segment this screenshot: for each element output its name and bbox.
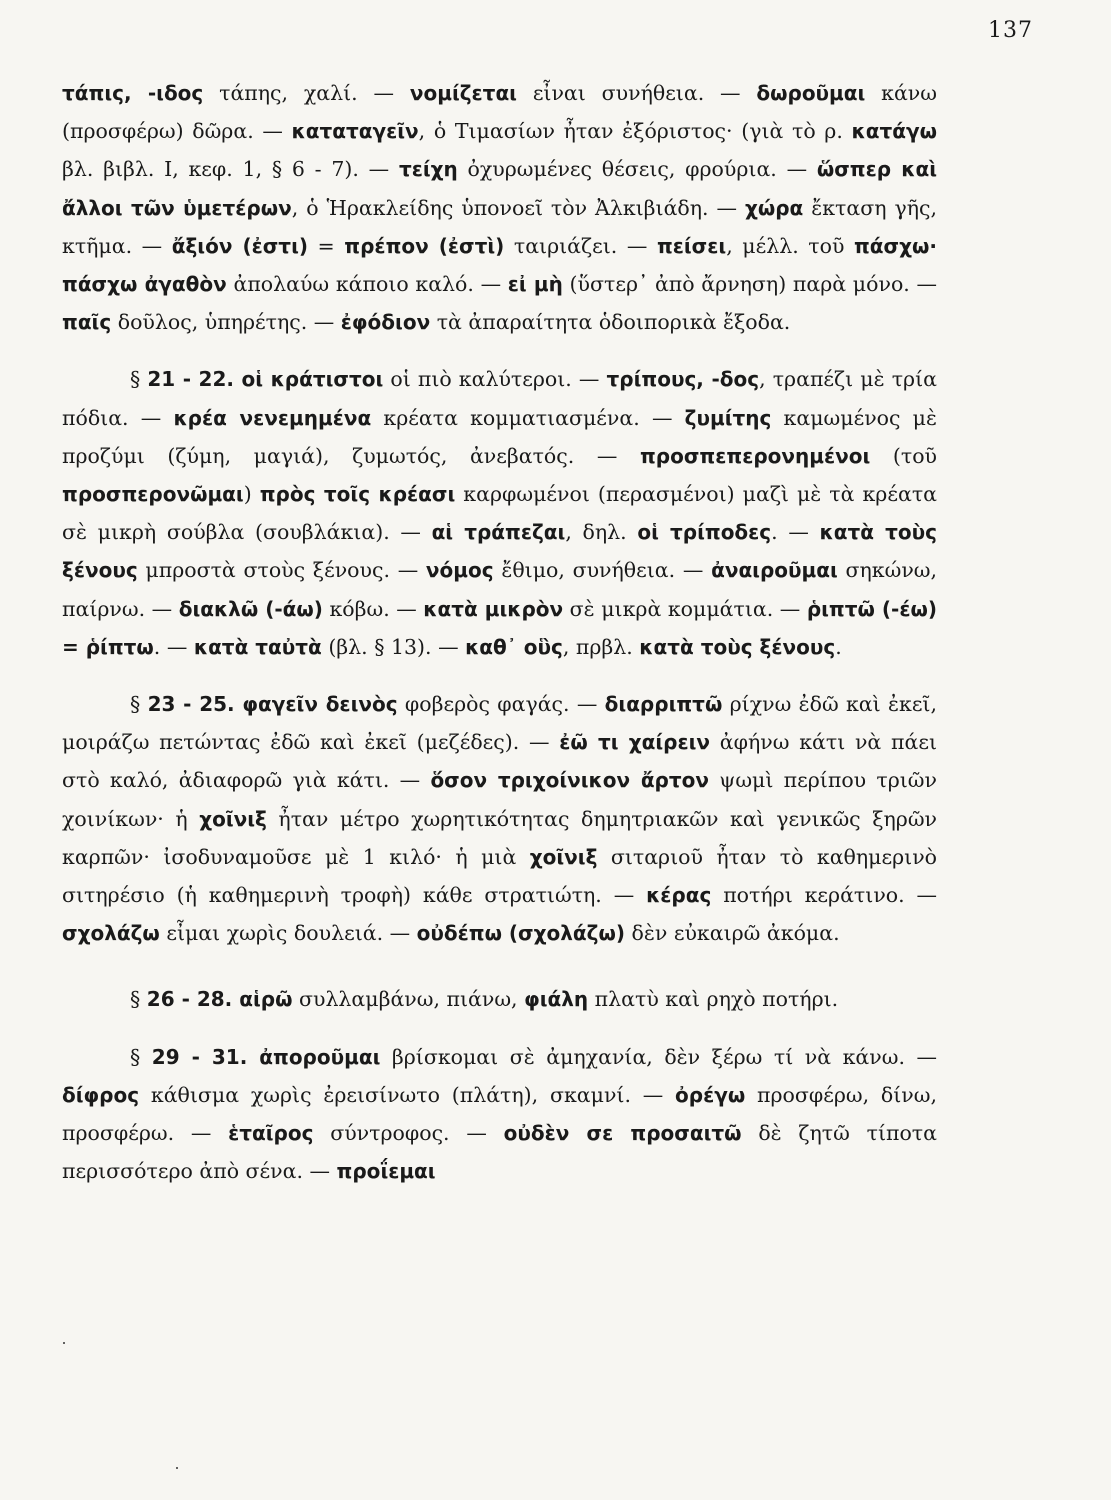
print-speck <box>63 1342 65 1344</box>
headword: πρέπον (ἐστὶ) <box>344 233 505 258</box>
definition-text: ρίχνω ἐδῶ καὶ ἐκεῖ, μοιράζω πετώντας ἐδῶ καὶ ἐκεῖ (μεζέδες). — <box>62 692 937 755</box>
headword: οἱ τρίποδες <box>637 520 772 545</box>
headword: κατὰ τοὺς ξένους <box>639 634 836 659</box>
headword: ῥιπτῶ (-έω) = ῥίπτω <box>62 596 937 659</box>
definition-text: οἱ πιὸ καλύτεροι. — <box>383 367 607 392</box>
definition-text: δοῦλος, ὑπηρέτης. — <box>111 310 341 335</box>
definition-text: δὲ ζητῶ τίποτα περισσότερο ἀπὸ σένα. — <box>62 1121 937 1184</box>
definition-text: κόβω. — <box>322 596 424 621</box>
definition-text: σὲ μικρὰ κομμάτια. — <box>563 596 807 621</box>
definition-text: τάπης, χαλί. — <box>203 81 410 105</box>
definition-text: κρέατα κομματιασμένα. — <box>371 405 685 430</box>
definition-text: , ὁ Ἡρακλείδης ὑπονοεῖ τὸν Ἀλκιβιάδη. — <box>291 195 745 220</box>
definition-text: εἶμαι χωρὶς δουλειά. — <box>159 921 417 946</box>
headword: καθ᾽ οὓς <box>465 634 563 659</box>
glossary-text <box>62 74 937 1190</box>
headword: πρὸς τοῖς κρέασι <box>259 482 456 507</box>
definition-text: ) <box>243 482 260 507</box>
headword: νόμος <box>425 558 494 583</box>
headword: ζυμίτης <box>684 405 772 430</box>
headword: δίφρος <box>62 1082 140 1107</box>
headword: παῖς <box>62 310 112 335</box>
definition-text: πλατὺ καὶ ρηχὸ ποτήρι. <box>588 987 839 1012</box>
definition-text: § <box>130 692 148 717</box>
page-number: 137 <box>988 18 1033 43</box>
definition-text: . — <box>153 634 194 659</box>
definition-text: προσφέρω, δίνω, προσφέρω. — <box>62 1082 937 1146</box>
headword: 29 - 31. ἀποροῦμαι <box>151 1044 381 1069</box>
headword: αἱ τράπεζαι <box>431 520 566 545</box>
definition-text: . <box>835 634 842 659</box>
headword: ἀναιροῦμαι <box>711 558 838 583</box>
definition-text: εἶναι συνήθεια. — <box>516 81 757 105</box>
definition-text: σηκώνω, παίρνω. — <box>62 558 938 621</box>
definition-text: ἀφήνω κάτι νὰ πάει στὸ καλό, ἀδιαφορῶ γιὰ κάτι. — <box>62 730 937 793</box>
definition-text: (βλ. § 13). — <box>321 634 466 659</box>
headword: πάσχω· πάσχω ἀγαθὸν <box>62 233 937 297</box>
headword: 26 - 28. αἱρῶ <box>146 987 293 1012</box>
definition-text: καρφωμένοι (περασμένοι) μαζὶ μὲ τὰ κρέατα σὲ μικρὴ σούβλα (σουβλάκια). — <box>62 482 938 545</box>
definition-text: ὀχυρωμένες θέσεις, φρούρια. — <box>457 157 817 182</box>
definition-text: ἀπολαύω κάποιο καλό. — <box>226 272 508 297</box>
definition-text: κάθισμα χωρὶς ἐρεισίνωτο (πλάτη), σκαμνί. — <box>139 1082 676 1107</box>
definition-text: , τραπέζι μὲ τρία πόδια. — <box>62 367 937 430</box>
definition-text: , μέλλ. τοῦ <box>726 233 854 258</box>
headword: ὀρέγω <box>675 1082 746 1107</box>
definition-text: , πρβλ. <box>562 634 640 659</box>
headword: ὅσον τριχοίνικον ἄρτον <box>430 768 709 793</box>
definition-text: τὰ ἀπαραίτητα ὁδοιπορικὰ ἔξοδα. <box>430 310 791 335</box>
definition-text: (τοῦ <box>870 443 938 468</box>
headword: προΐεμαι <box>336 1159 436 1184</box>
definition-text: μπροστὰ στοὺς ξένους. — <box>137 558 426 583</box>
headword: ἐφόδιον <box>340 310 431 335</box>
headword: χοῖνιξ <box>529 844 598 869</box>
definition-text: ταιριάζει. — <box>504 233 657 258</box>
glossary-paragraph <box>62 74 937 341</box>
glossary-paragraph <box>62 980 937 1018</box>
headword: χώρα <box>744 195 804 220</box>
headword: ὥσπερ καὶ ἄλλοι τῶν ὑμετέρων <box>62 157 938 220</box>
headword: τείχη <box>398 157 458 182</box>
definition-text: ἦταν μέτρο χωρητικότητας δημητριακῶν καὶ γενικῶς ξηρῶν καρπῶν· ἰσοδυναμοῦσε μὲ 1 κιλό· ἡ μιὰ <box>62 806 938 869</box>
headword: κατὰ τοὺς ξένους <box>62 520 937 583</box>
definition-text: καμωμένος μὲ προζύμι (ζύμη, μαγιά), ζυμωτός, ἀνεβατός. — <box>62 405 938 468</box>
definition-text: βλ. βιβλ. I, κεφ. 1, § 6 - 7). — <box>62 157 399 182</box>
headword: κατὰ μικρὸν <box>423 596 564 621</box>
definition-text: , ὁ Τιμασίων ἦταν ἐξόριστος· (γιὰ τὸ ρ. <box>418 119 852 144</box>
headword: φιάλη <box>524 987 589 1012</box>
headword: κέρας <box>646 883 712 908</box>
definition-text: (ὕστερ᾽ ἀπὸ ἄρνηση) παρὰ μόνο. — <box>562 272 937 297</box>
headword: καταταγεῖν <box>291 119 419 144</box>
headword: προσπερονῶμαι <box>62 482 244 507</box>
headword: δωροῦμαι <box>756 81 866 105</box>
headword: 23 - 25. φαγεῖν δεινὸς <box>147 692 398 717</box>
definition-text: συλλαμβάνω, πιάνω, <box>292 987 525 1012</box>
headword: κατάγω <box>851 119 937 144</box>
definition-text: κάνω (προσφέρω) δῶρα. — <box>62 81 937 144</box>
headword: ἄξιόν (ἐστι) <box>171 233 308 258</box>
definition-text: ἔκταση γῆς, κτῆμα. — <box>62 195 938 258</box>
headword: σχολάζω <box>62 921 160 946</box>
headword: πείσει <box>656 233 727 258</box>
definition-text: φοβερὸς φαγάς. — <box>397 692 605 717</box>
headword: νομίζεται <box>409 81 517 105</box>
definition-text: βρίσκομαι σὲ ἀμηχανία, δὲν ξέρω τί νὰ κάνω. — <box>380 1044 937 1069</box>
headword: οὐδὲν σε προσαιτῶ <box>503 1121 742 1146</box>
headword: χοῖνιξ <box>199 806 267 831</box>
headword: 21 - 22. οἱ κράτιστοι <box>147 367 384 392</box>
headword: τάπις, -ιδος <box>62 81 204 105</box>
headword: κατὰ ταὐτὰ <box>193 634 322 659</box>
headword: προσπεπερονημένοι <box>639 443 871 468</box>
definition-text: ἔθιμο, συνήθεια. — <box>493 558 712 583</box>
definition-text: δὲν εὐκαιρῶ ἀκόμα. <box>625 921 840 946</box>
glossary-paragraph <box>62 360 937 666</box>
headword: διακλῶ (-άω) <box>178 596 323 621</box>
definition-text: . — <box>771 520 820 545</box>
glossary-paragraph <box>62 685 937 952</box>
definition-text: σιταριοῦ ἦταν τὸ καθημερινὸ σιτηρέσιο (ἡ καθημερινὴ τροφὴ) κάθε στρατιώτη. — <box>62 844 937 908</box>
definition-text: ψωμὶ περίπου τριῶν χοινίκων· ἡ <box>62 768 937 831</box>
glossary-paragraph <box>62 1038 937 1191</box>
headword: ἐῶ τι χαίρειν <box>559 730 711 755</box>
definition-text: ποτήρι κεράτινο. — <box>711 883 938 908</box>
headword: εἰ μὴ <box>507 272 563 297</box>
definition-text: § <box>130 987 147 1012</box>
definition-text: , δηλ. <box>565 520 638 545</box>
definition-text: § <box>130 1044 152 1069</box>
definition-text: σύντροφος. — <box>313 1121 504 1146</box>
definition-text: = <box>308 233 345 258</box>
print-speck <box>176 1467 178 1469</box>
headword: διαρριπτῶ <box>604 692 723 717</box>
headword: κρέα νενεμημένα <box>173 405 372 430</box>
definition-text: § <box>130 367 148 392</box>
headword: ἑταῖρος <box>228 1121 314 1146</box>
headword: τρίπους, -δος <box>606 367 760 392</box>
headword: οὐδέπω (σχολάζω) <box>416 921 626 946</box>
